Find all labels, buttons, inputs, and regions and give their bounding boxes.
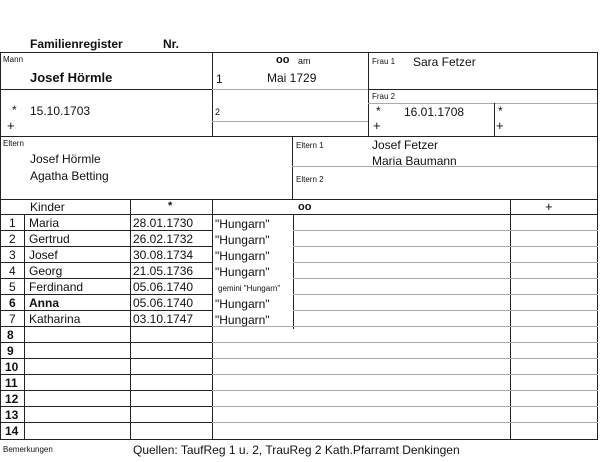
row-number: 1 bbox=[9, 216, 16, 230]
wife2-parents-label: Eltern 2 bbox=[296, 175, 324, 184]
row-number: 4 bbox=[9, 264, 16, 278]
sources-text: Quellen: TaufReg 1 u. 2, TrauReg 2 Kath.Pfarramt Denkingen bbox=[133, 443, 460, 457]
child-name: Josef bbox=[29, 248, 58, 262]
marriage-first-index: 1 bbox=[216, 72, 223, 86]
death-header: + bbox=[545, 199, 553, 214]
row-number: 3 bbox=[9, 248, 16, 262]
row-number: 13 bbox=[5, 408, 19, 422]
child-birth-date: 30.08.1734 bbox=[133, 248, 194, 262]
wife2-birth-symbol: * bbox=[498, 104, 503, 118]
row-number: 2 bbox=[9, 232, 16, 246]
register-number-label: Nr. bbox=[163, 37, 180, 51]
wife-birth-symbol: * bbox=[376, 104, 381, 118]
marriage-header: oo bbox=[298, 201, 312, 213]
husband-mother: Agatha Betting bbox=[30, 169, 109, 183]
husband-death-symbol: + bbox=[7, 118, 15, 133]
wife-death-symbol: + bbox=[373, 118, 381, 133]
row-number: 12 bbox=[5, 392, 19, 406]
child-name: Maria bbox=[29, 216, 60, 230]
child-birth-date: 03.10.1747 bbox=[133, 312, 194, 326]
child-note: gemini "Hungarn" bbox=[218, 284, 281, 293]
wife1-mother: Maria Baumann bbox=[372, 154, 457, 168]
wife1-parents-label: Eltern 1 bbox=[296, 141, 324, 150]
child-birth-date: 05.06.1740 bbox=[133, 296, 194, 310]
remarks-label: Bemerkungen bbox=[3, 445, 53, 454]
child-name: Katharina bbox=[29, 312, 81, 326]
child-name: Ferdinand bbox=[29, 280, 84, 294]
child-note: "Hungarn" bbox=[215, 217, 270, 231]
row-number: 6 bbox=[9, 296, 16, 310]
child-birth-date: 05.06.1740 bbox=[133, 280, 194, 294]
child-note: "Hungarn" bbox=[215, 233, 270, 247]
form-title: Familienregister bbox=[30, 37, 123, 51]
husband-birth-symbol: * bbox=[12, 103, 17, 117]
child-birth-date: 21.05.1736 bbox=[133, 264, 194, 278]
child-birth-date: 28.01.1730 bbox=[133, 216, 194, 230]
wife1-label: Frau 1 bbox=[372, 57, 396, 66]
row-number: 10 bbox=[5, 360, 19, 374]
husband-name: Josef Hörmle bbox=[30, 70, 113, 85]
row-number: 14 bbox=[5, 424, 19, 438]
row-number: 11 bbox=[5, 376, 18, 390]
husband-birth-date: 15.10.1703 bbox=[30, 104, 91, 118]
wife-name: Sara Fetzer bbox=[413, 55, 476, 69]
child-note: "Hungarn" bbox=[215, 297, 270, 311]
birth-header: * bbox=[168, 200, 173, 212]
marriage-first-date: Mai 1729 bbox=[267, 71, 317, 85]
child-name: Anna bbox=[29, 296, 59, 310]
row-number: 7 bbox=[9, 312, 16, 326]
parents-label: Eltern bbox=[3, 139, 24, 148]
child-name: Georg bbox=[29, 264, 63, 278]
row-number: 8 bbox=[7, 328, 14, 342]
child-name: Gertrud bbox=[29, 232, 70, 246]
husband-father: Josef Hörmle bbox=[30, 152, 101, 166]
marriage-date-label: am bbox=[298, 56, 311, 66]
child-note: "Hungarn" bbox=[215, 265, 270, 279]
wife2-death-symbol: + bbox=[496, 118, 504, 133]
husband-label: Mann bbox=[3, 55, 24, 64]
child-note: "Hungarn" bbox=[215, 249, 270, 263]
wife1-father: Josef Fetzer bbox=[372, 138, 439, 152]
children-header: Kinder bbox=[30, 200, 65, 214]
marriage-second-index: 2 bbox=[215, 107, 221, 117]
wife-birth-date: 16.01.1708 bbox=[404, 105, 465, 119]
marriage-symbol: oo bbox=[276, 54, 290, 66]
child-birth-date: 26.02.1732 bbox=[133, 232, 194, 246]
row-number: 5 bbox=[9, 280, 16, 294]
child-note: "Hungarn" bbox=[215, 313, 270, 327]
row-number: 9 bbox=[7, 344, 14, 358]
wife2-label: Frau 2 bbox=[372, 92, 396, 101]
